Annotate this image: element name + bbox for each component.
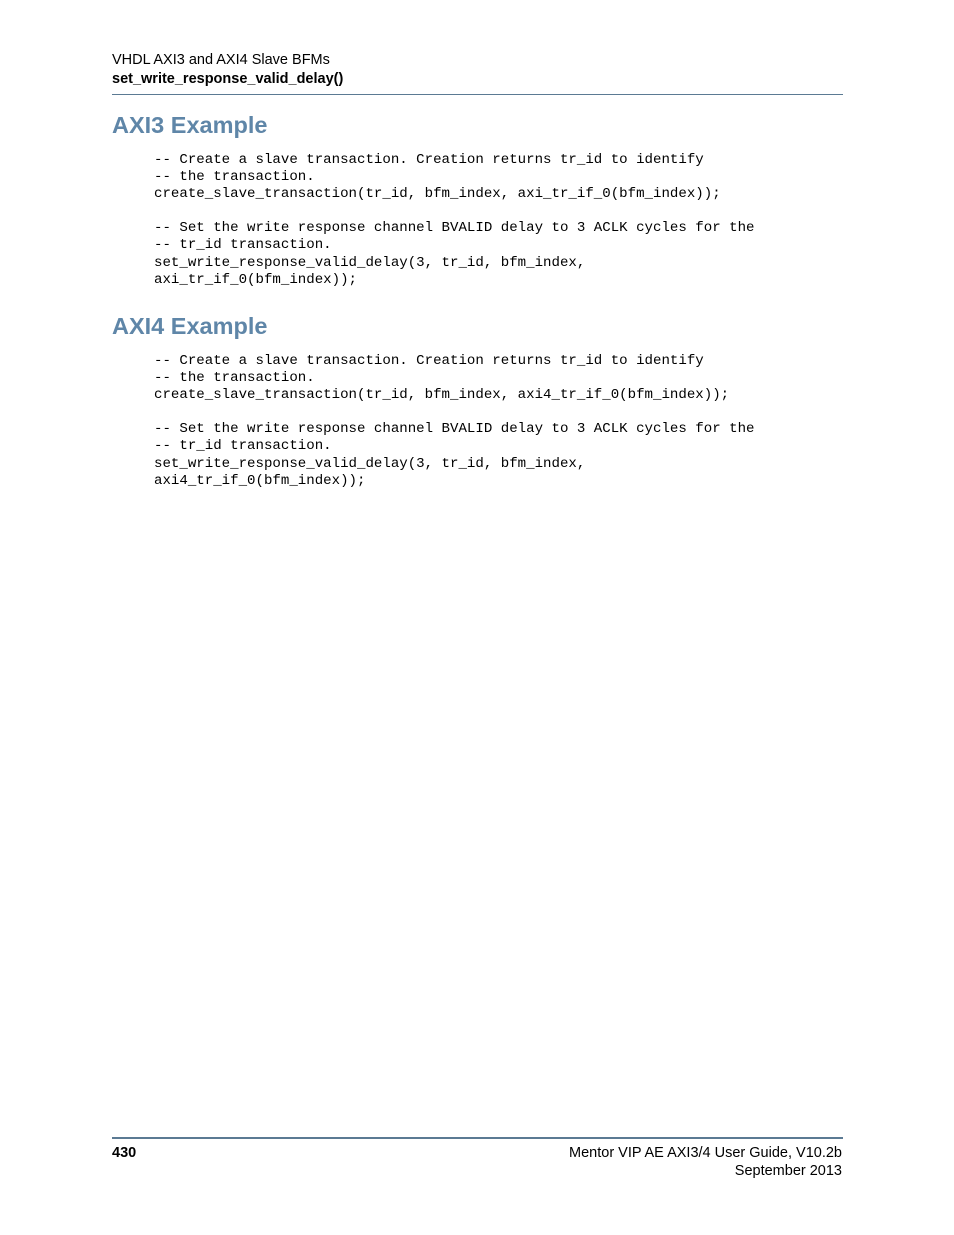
code-line: set_write_response_valid_delay(3, tr_id, bfm_index, bbox=[154, 254, 586, 271]
axi4-example-heading: AXI4 Example bbox=[112, 313, 268, 339]
running-header bbox=[112, 51, 842, 89]
footer-date: September 2013 bbox=[734, 1163, 842, 1179]
code-line: -- the transaction. bbox=[154, 169, 315, 186]
code-line: -- tr_id transaction. bbox=[154, 438, 332, 455]
header-rule bbox=[112, 94, 843, 95]
code-line: -- Set the write response channel BVALID delay to 3 ACLK cycles for the bbox=[154, 220, 755, 237]
code-line: -- Set the write response channel BVALID delay to 3 ACLK cycles for the bbox=[154, 421, 755, 438]
code-line: create_slave_transaction(tr_id, bfm_index, axi4_tr_if_0(bfm_index)); bbox=[154, 387, 730, 404]
code-line: axi4_tr_if_0(bfm_index)); bbox=[154, 472, 366, 489]
code-line: set_write_response_valid_delay(3, tr_id, bfm_index, bbox=[154, 455, 586, 472]
footer-guide-title: Mentor VIP AE AXI3/4 User Guide, V10.2b bbox=[569, 1145, 842, 1161]
header-chapter-title: VHDL AXI3 and AXI4 Slave BFMs bbox=[112, 52, 330, 68]
code-line: create_slave_transaction(tr_id, bfm_index, axi_tr_if_0(bfm_index)); bbox=[154, 186, 721, 203]
code-line: -- tr_id transaction. bbox=[154, 237, 332, 254]
axi3-example-code bbox=[154, 152, 755, 289]
axi3-example-heading: AXI3 Example bbox=[112, 112, 268, 138]
code-line: axi_tr_if_0(bfm_index)); bbox=[154, 271, 357, 288]
footer-guide-info bbox=[569, 1144, 842, 1180]
footer-rule bbox=[112, 1137, 843, 1139]
code-line: -- Create a slave transaction. Creation returns tr_id to identify bbox=[154, 152, 704, 168]
page-number: 430 bbox=[112, 1145, 137, 1161]
code-line: -- the transaction. bbox=[154, 370, 315, 387]
axi4-example-code bbox=[154, 353, 755, 490]
code-line: -- Create a slave transaction. Creation returns tr_id to identify bbox=[154, 353, 704, 369]
header-section-title: set_write_response_valid_delay() bbox=[112, 71, 344, 87]
